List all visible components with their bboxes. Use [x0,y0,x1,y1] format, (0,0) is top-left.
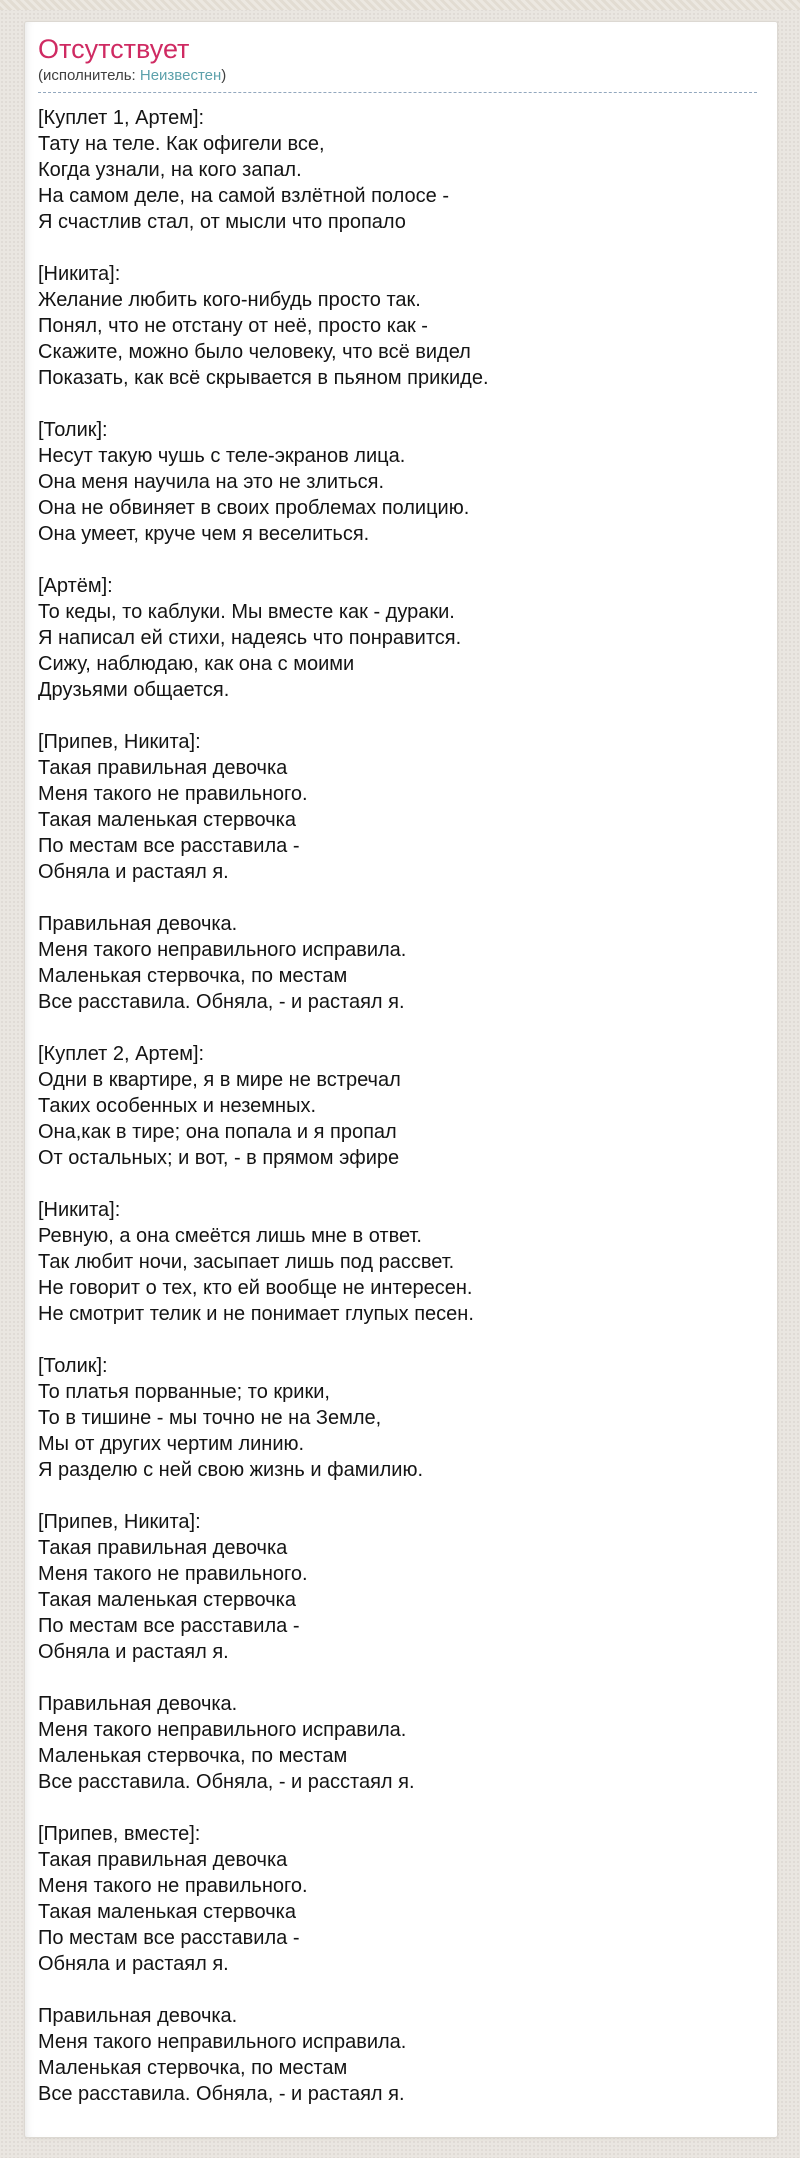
lyric-line: Она меня научила на это не злиться. [38,471,385,493]
lyric-line: Меня такого не правильного. [38,1875,308,1897]
lyric-line: Такая маленькая стервочка [38,809,296,831]
lyric-line: Такая маленькая стервочка [38,1901,296,1923]
lyric-line: То платья порванные; то крики, [38,1381,330,1403]
lyric-line: То кеды, то каблуки. Мы вместе как - дураки. [38,601,455,623]
lyric-stanza [38,1353,757,1483]
lyric-line: Такая правильная девочка [38,1537,288,1559]
lyric-line: Таких особенных и неземных. [38,1095,317,1117]
lyric-line: Маленькая стервочка, по местам [38,965,348,987]
lyric-line: Маленькая стервочка, по местам [38,2057,348,2079]
lyric-stanza [38,1509,757,1665]
lyric-stanza [38,1041,757,1171]
lyric-line: Одни в квартире, я в мире не встречал [38,1069,401,1091]
lyric-stanza [38,1691,757,1795]
lyric-line: Правильная девочка. [38,2005,238,2027]
lyric-line: Тату на теле. Как офигели все, [38,133,325,155]
lyric-line: Она умеет, круче чем я веселиться. [38,523,370,545]
lyric-stanza [38,729,757,885]
lyric-line: Ревную, а она смеётся лишь мне в ответ. [38,1225,422,1247]
page-top-texture-strip [0,0,800,10]
lyric-line: Друзьями общается. [38,679,230,701]
lyric-line: Маленькая стервочка, по местам [38,1745,348,1767]
lyric-line: Я счастлив стал, от мысли что пропало [38,211,406,233]
lyric-line: Понял, что не отстану от неё, просто как - [38,315,428,337]
lyric-stanza [38,1197,757,1327]
lyric-line: Так любит ночи, засыпает лишь под рассвет. [38,1251,455,1273]
lyric-line: [Куплет 1, Артем]: [38,107,205,129]
lyric-line: Не смотрит телик и не понимает глупых песен. [38,1303,474,1325]
lyric-line: Обняла и растаял я. [38,1953,229,1975]
lyric-line: Обняла и растаял я. [38,861,229,883]
lyric-line: На самом деле, на самой взлётной полосе - [38,185,449,207]
lyric-line: По местам все расставила - [38,835,300,857]
lyric-line: Обняла и растаял я. [38,1641,229,1663]
lyric-line: [Припев, Никита]: [38,1511,201,1533]
lyric-stanza [38,2003,757,2107]
lyric-line: Все расставила. Обняла, - и расстаял я. [38,1771,415,1793]
lyric-line: По местам все расставила - [38,1615,300,1637]
lyric-line: Все расставила. Обняла, - и растаял я. [38,991,405,1013]
lyric-line: Она не обвиняет в своих проблемах полицию. [38,497,470,519]
lyric-line: Меня такого неправильного исправила. [38,1719,407,1741]
lyric-line: Желание любить кого-нибудь просто так. [38,289,421,311]
lyric-line: Показать, как всё скрывается в пьяном прикиде. [38,367,489,389]
artist-line-prefix: (исполнитель: [38,67,140,84]
lyric-stanza [38,417,757,547]
dashed-divider [38,92,757,93]
lyric-line: Не говорит о тех, кто ей вообще не интересен. [38,1277,473,1299]
lyric-line: Меня такого неправильного исправила. [38,939,407,961]
lyric-line: Правильная девочка. [38,913,238,935]
song-title: Отсутствует [38,34,190,64]
lyrics-text [38,105,757,2107]
lyric-line: Мы от других чертим линию. [38,1433,305,1455]
lyric-line: То в тишине - мы точно не на Земле, [38,1407,382,1429]
lyric-line: Скажите, можно было человеку, что всё видел [38,341,471,363]
lyric-line: [Никита]: [38,263,121,285]
lyric-line: Все расставила. Обняла, - и растаял я. [38,2083,405,2105]
artist-line [38,65,757,86]
lyric-stanza [38,105,757,235]
lyric-line: Я написал ей стихи, надеясь что понравится. [38,627,462,649]
lyric-line: [Толик]: [38,419,108,441]
lyric-line: [Артём]: [38,575,113,597]
lyric-line: [Припев, Никита]: [38,731,201,753]
lyric-stanza [38,1821,757,1977]
lyric-stanza [38,911,757,1015]
lyric-line: Она,как в тире; она попала и я пропал [38,1121,397,1143]
lyric-line: Меня такого не правильного. [38,783,308,805]
lyric-line: Я разделю с ней свою жизнь и фамилию. [38,1459,424,1481]
lyric-line: Несут такую чушь с теле-экранов лица. [38,445,406,467]
lyric-line: Когда узнали, на кого запал. [38,159,302,181]
lyric-line: Такая маленькая стервочка [38,1589,296,1611]
artist-link[interactable]: Неизвестен [139,67,222,84]
lyric-line: От остальных; и вот, - в прямом эфире [38,1147,400,1169]
lyric-line: Правильная девочка. [38,1693,238,1715]
lyric-line: [Толик]: [38,1355,108,1377]
artist-line-suffix: ) [221,67,227,84]
lyric-stanza [38,573,757,703]
lyric-line: [Никита]: [38,1199,121,1221]
lyric-stanza [38,261,757,391]
lyric-line: [Припев, вместе]: [38,1823,201,1845]
lyric-line: Такая правильная девочка [38,757,288,779]
lyric-line: По местам все расставила - [38,1927,300,1949]
lyrics-card [24,21,778,2138]
lyric-line: Такая правильная девочка [38,1849,288,1871]
lyric-line: [Куплет 2, Артем]: [38,1043,205,1065]
lyric-line: Меня такого не правильного. [38,1563,308,1585]
lyric-line: Меня такого неправильного исправила. [38,2031,407,2053]
lyric-line: Сижу, наблюдаю, как она с моими [38,653,355,675]
